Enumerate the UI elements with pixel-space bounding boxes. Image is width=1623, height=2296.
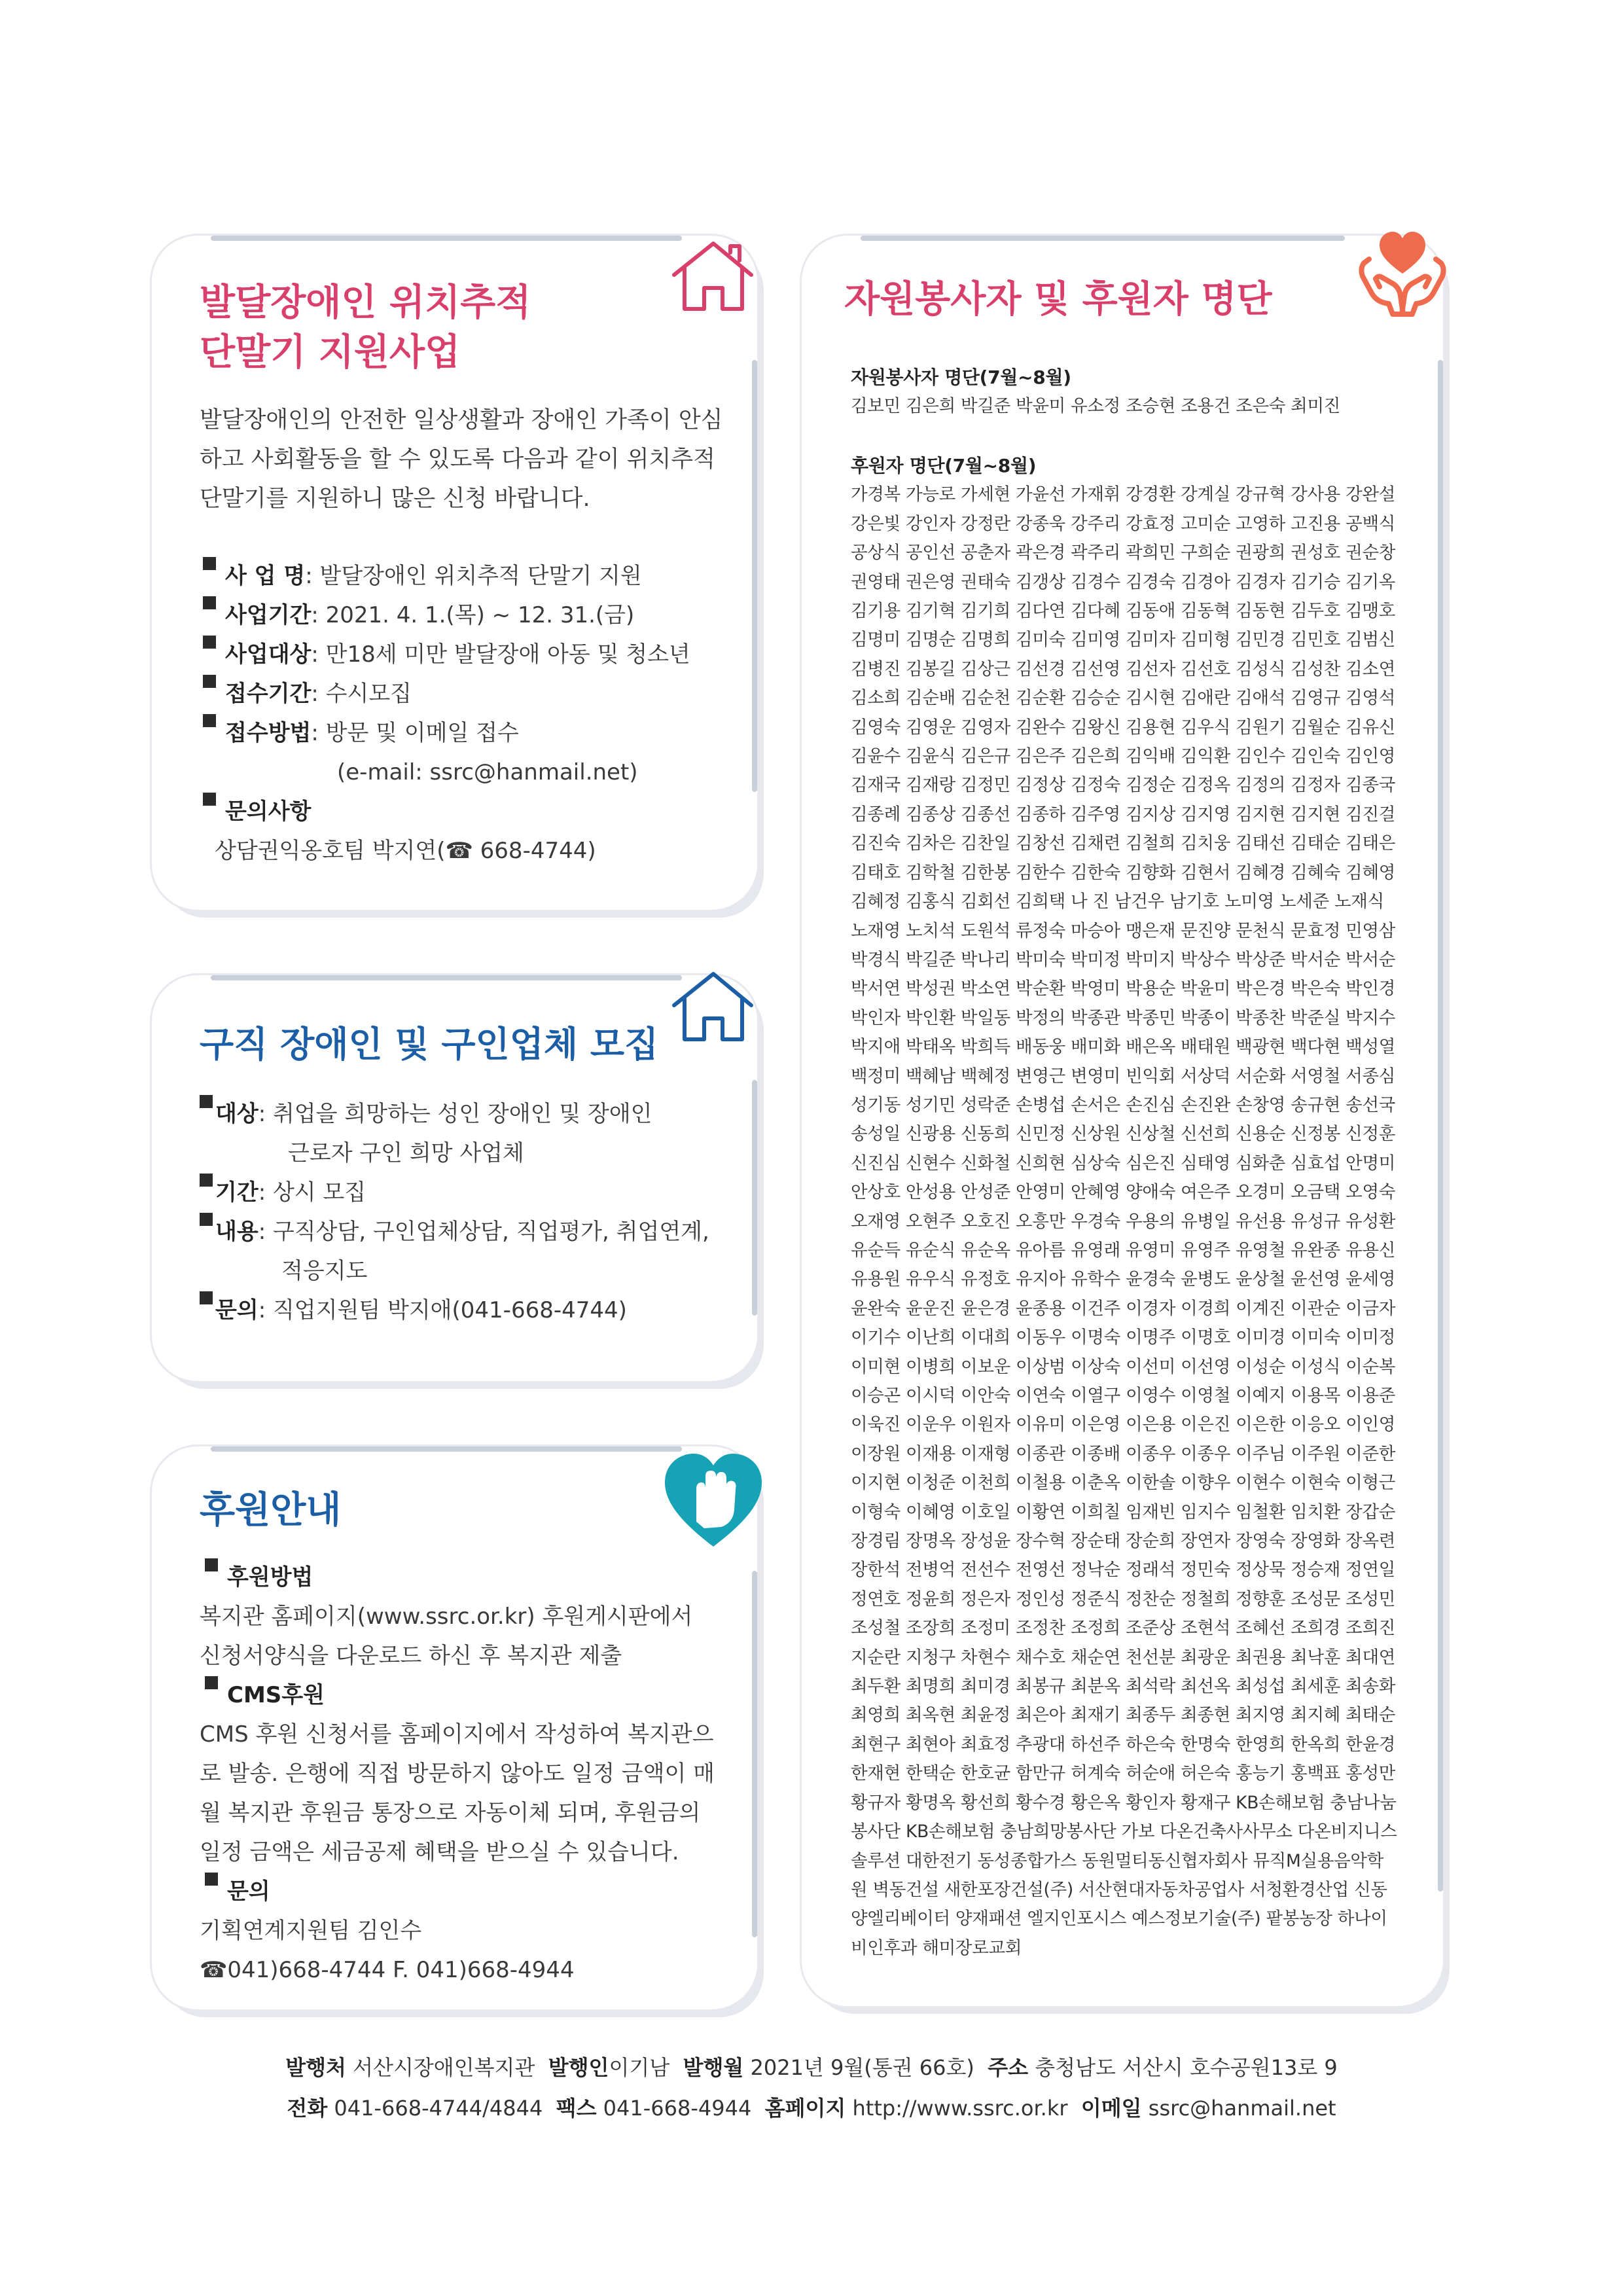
- donor-names-line: 유용원 유우식 유정호 유지아 유학수 윤경숙 윤병도 윤상철 윤선영 윤세영: [851, 1269, 1396, 1290]
- donor-names-line: 장한석 전병억 전선수 전영선 정낙순 정래석 정민숙 정상묵 정승재 정연일: [851, 1560, 1396, 1581]
- donor-names-line: 박서연 박성권 박소연 박순환 박영미 박용순 박윤미 박은경 박은숙 박인경: [851, 978, 1396, 999]
- detail-row: 문의: [200, 1872, 715, 1911]
- house-outline-pink-icon: [668, 237, 759, 315]
- donor-names-line: 김영숙 김영운 김영자 김완수 김왕신 김용현 김우식 김원기 김월순 김유신: [851, 717, 1396, 738]
- donor-names-line: 오재영 오현주 오호진 오흥만 우경숙 우용의 유병일 유선용 유성규 유성환: [851, 1211, 1396, 1232]
- detail-row: 기간 : 상시 모집: [200, 1173, 709, 1212]
- square-bullet-icon: [205, 1873, 218, 1886]
- detail-row: 접수기간 : 수시모집: [203, 674, 690, 713]
- donor-names-line: 권영태 권은영 권태숙 김갱상 김경수 김경숙 김경아 김경자 김기승 김기옥: [851, 571, 1396, 592]
- donor-names-line: 김명미 김명순 김명희 김미숙 김미영 김미자 김미형 김민경 김민호 김범신: [851, 630, 1396, 651]
- donor-list: [851, 452, 1397, 1963]
- donor-names-line: 비인후과 해미장로교회: [851, 1937, 1022, 1958]
- donor-names-line: 김소희 김순배 김순천 김순환 김승순 김시현 김애란 김애석 김영규 김영석: [851, 688, 1396, 709]
- donor-names-line: 공상식 공인선 공춘자 곽은경 곽주리 곽희민 구희순 권광희 권성호 권순창: [851, 543, 1396, 564]
- detail-line: 복지관 홈페이지(www.ssrc.or.kr) 후원게시판에서: [200, 1604, 693, 1630]
- donor-names-line: 김태호 김학철 김한봉 김한수 김한숙 김향화 김현서 김혜경 김혜숙 김혜영: [851, 862, 1396, 883]
- location-tracker-title: [200, 278, 531, 377]
- donor-names-line: 송성일 신광용 신동희 신민정 신상원 신상철 신선희 신용순 신정봉 신정훈: [851, 1124, 1396, 1145]
- detail-line: 로 발송. 은행에 직접 방문하지 않아도 일정 금액이 매: [200, 1761, 715, 1787]
- donor-names-line: 이지현 이청준 이천희 이철용 이춘옥 이한솔 이향우 이현수 이현숙 이형근: [851, 1473, 1396, 1494]
- donor-names-line: 장경림 장명옥 장성윤 장수혁 장순태 장순희 장연자 장영숙 장영화 장옥련: [851, 1531, 1396, 1552]
- homepage-link[interactable]: http://www.ssrc.or.kr: [852, 2096, 1068, 2121]
- detail-row: CMS후원: [200, 1676, 715, 1715]
- donor-names-line: 이장원 이재용 이재형 이종관 이종배 이종우 이종우 이주님 이주원 이준한: [851, 1443, 1396, 1464]
- donor-names-line: 강은빛 강인자 강정란 강종욱 강주리 강효정 고미순 고영하 고진용 공백식: [851, 513, 1396, 534]
- detail-line: CMS 후원 신청서를 홈페이지에서 작성하여 복지관으: [200, 1721, 714, 1748]
- donor-names-line: 지순란 지청구 차현수 채수호 채순연 천선분 최광운 최권용 최낙훈 최대연: [851, 1647, 1396, 1668]
- detail-row: 내용 : 구직상담, 구인업체상담, 직업평가, 취업연계,: [200, 1212, 709, 1251]
- square-bullet-icon: [200, 1213, 213, 1226]
- volunteer-names: 김보민 김은희 박길준 박윤미 유소정 조승현 조용건 조은숙 최미진: [851, 396, 1341, 417]
- square-bullet-icon: [200, 1095, 213, 1108]
- donor-names-line: 박경식 박길준 박나리 박미숙 박미정 박미지 박상수 박상준 박서순 박서순: [851, 949, 1396, 970]
- donor-list-heading: 후원자 명단(7월~8월): [851, 455, 1037, 476]
- donor-names-line: 이승곤 이시덕 이안숙 이연숙 이열구 이영수 이영철 이예지 이용목 이용준: [851, 1386, 1396, 1406]
- email-link[interactable]: ssrc@hanmail.net: [1148, 2096, 1336, 2121]
- donor-names-line: 최현구 최현아 최효정 추광대 하선주 하은숙 한명숙 한영희 한옥희 한윤경: [851, 1734, 1396, 1755]
- footer-line-2: 전화 041-668-4744/4844 팩스 041-668-4944 홈페이지 http://www.ssrc.or.kr 이메일 ssrc@hanmail.net: [287, 2096, 1336, 2121]
- donor-names-line: 이욱진 이운우 이원자 이유미 이은영 이은용 이은진 이은한 이응오 이인영: [851, 1414, 1396, 1435]
- donor-names-line: 안상호 안성용 안성준 안영미 안혜영 양애숙 여은주 오경미 오금택 오영숙: [851, 1182, 1396, 1203]
- donor-names: [851, 480, 1397, 1963]
- donor-names-line: 최두환 최명희 최미경 최봉규 최분옥 최석락 최선옥 최성섭 최세훈 최송화: [851, 1676, 1396, 1697]
- intro-line: 하고 사회활동을 할 수 있도록 다음과 같이 위치추적: [200, 446, 715, 473]
- location-tracker-details: [203, 556, 690, 870]
- detail-row: 문의 : 직업지원팀 박지애(041-668-4744): [200, 1291, 709, 1330]
- detail-row: 접수방법 : 방문 및 이메일 접수: [203, 713, 690, 753]
- square-bullet-icon: [203, 557, 216, 570]
- detail-row: 사업기간 : 2021. 4. 1.(목) ~ 12. 31.(금): [203, 596, 690, 635]
- footer-line-1: 발행처 서산시장애인복지관 발행인이기남 발행월 2021년 9월(통권 66호) 주소 충청남도 서산시 호수공원13로 9: [285, 2055, 1338, 2080]
- donor-names-line: 유순득 유순식 유순옥 유아름 유영래 유영미 유영주 유영철 유완종 유용신: [851, 1240, 1396, 1261]
- volunteer-list-heading: 자원봉사자 명단(7월~8월): [851, 367, 1071, 388]
- donor-names-line: 김재국 김재랑 김정민 김정상 김정숙 김정순 김정옥 김정의 김정자 김종국: [851, 775, 1396, 796]
- detail-row: 문의사항: [203, 792, 690, 831]
- donor-names-line: 솔루션 대한전기 동성종합가스 동원멀티동신협자회사 뮤직M실용음악학: [851, 1850, 1384, 1871]
- donor-names-line: 최영희 최옥현 최윤정 최은아 최재기 최종두 최종현 최지영 최지혜 최태순: [851, 1705, 1396, 1726]
- contact-line: 상담권익옹호팀 박지연(☎ 668-4744): [215, 838, 596, 864]
- job-seekers-title: 구직 장애인 및 구인업체 모집: [200, 1024, 659, 1065]
- detail-line: 일정 금액은 세금공제 혜택을 받으실 수 있습니다.: [200, 1839, 679, 1865]
- title-line-1: 발달장애인 위치추적: [200, 281, 531, 324]
- donor-names-line: 김기용 김기혁 김기희 김다연 김다혜 김동애 김동혁 김동현 김두호 김맹호: [851, 601, 1396, 622]
- house-outline-blue-icon: [668, 967, 759, 1046]
- donor-names-line: 김윤수 김윤식 김은규 김은주 김은희 김익배 김익환 김인수 김인숙 김인영: [851, 746, 1396, 767]
- donor-names-line: 윤완숙 윤운진 윤은경 윤종용 이건주 이경자 이경희 이계진 이관순 이금자: [851, 1298, 1396, 1319]
- intro-line: 단말기를 지원하니 많은 신청 바랍니다.: [200, 486, 590, 512]
- detail-line: 기획연계지원팀 김인수: [200, 1918, 422, 1944]
- donor-names-line: 정연호 정윤희 정은자 정인성 정준식 정찬순 정철희 정향훈 조성문 조성민: [851, 1588, 1396, 1609]
- donor-names-line: 이기수 이난희 이대희 이동우 이명숙 이명주 이명호 이미경 이미숙 이미정: [851, 1327, 1396, 1348]
- donor-names-line: 백정미 백혜남 백혜정 변영근 변영미 빈익회 서상덕 서순화 서영철 서종심: [851, 1066, 1396, 1086]
- location-tracker-intro: [200, 401, 722, 518]
- job-seekers-details: [200, 1094, 709, 1330]
- donor-names-line: 양엘리베이터 양재패션 엘지인포시스 예스정보기술(주) 팥봉농장 하나이: [851, 1909, 1387, 1929]
- donor-names-line: 이형숙 이혜영 이호일 이황연 이희칠 임재빈 임지수 임철환 임치환 장갑순: [851, 1501, 1396, 1522]
- detail-continuation: 적응지도: [281, 1258, 368, 1284]
- donor-names-line: 김혜정 김홍식 김회선 김희택 나 진 남건우 남기호 노미영 노세준 노재식: [851, 891, 1384, 912]
- donor-names-line: 성기동 성기민 성락준 손병섭 손서은 손진심 손진완 손창영 송규현 송선국: [851, 1094, 1396, 1115]
- email-line: (e-mail: ssrc@hanmail.net): [337, 759, 638, 785]
- donor-names-line: 김진숙 김차은 김찬일 김창선 김채련 김철희 김치웅 김태선 김태순 김태은: [851, 833, 1396, 854]
- detail-row: 후원방법: [200, 1558, 715, 1597]
- publication-footer: [0, 2047, 1623, 2128]
- donor-names-line: 이미현 이병희 이보운 이상범 이상숙 이선미 이선영 이성순 이성식 이순복: [851, 1356, 1396, 1377]
- square-bullet-icon: [203, 793, 216, 806]
- square-bullet-icon: [203, 636, 216, 649]
- donor-names-line: 가경복 가능로 가세현 가윤선 가재휘 강경환 강계실 강규혁 강사용 강완설: [851, 484, 1396, 505]
- heart-hand-teal-icon: [661, 1450, 766, 1554]
- volunteer-donor-list-title: 자원봉사자 및 후원자 명단: [844, 278, 1272, 321]
- detail-continuation: 근로자 구인 희망 사업체: [288, 1140, 524, 1166]
- donor-names-line: 황규자 황명옥 황선희 황수경 황은옥 황인자 황재구 KB손해보험 충남나눔: [851, 1792, 1397, 1813]
- square-bullet-icon: [203, 675, 216, 688]
- intro-line: 발달장애인의 안전한 일상생활과 장애인 가족이 안심: [200, 407, 723, 433]
- square-bullet-icon: [203, 714, 216, 727]
- volunteer-list: [851, 363, 1340, 422]
- square-bullet-icon: [205, 1676, 218, 1689]
- donor-names-line: 조성철 조장희 조정미 조정찬 조정희 조준상 조현석 조혜선 조희경 조희진: [851, 1618, 1396, 1639]
- detail-row: 사업대상 : 만18세 미만 발달장애 아동 및 청소년: [203, 635, 690, 674]
- donor-names-line: 원 벽동건설 새한포장건설(주) 서산현대자동차공업사 서청환경산업 신동: [851, 1879, 1387, 1900]
- detail-line: ☎041)668-4744 F. 041)668-4944: [200, 1957, 575, 1983]
- detail-row: 대상 : 취업을 희망하는 성인 장애인 및 장애인: [200, 1094, 709, 1134]
- square-bullet-icon: [200, 1174, 213, 1187]
- donation-guide-details: [200, 1558, 715, 1990]
- title-line-2: 단말기 지원사업: [200, 331, 461, 374]
- donation-guide-title: 후원안내: [200, 1489, 342, 1532]
- donor-names-line: 신진심 신현수 신화철 신희현 심상숙 심은진 심태영 심화춘 심효섭 안명미: [851, 1153, 1396, 1174]
- square-bullet-icon: [203, 596, 216, 609]
- donor-names-line: 김병진 김봉길 김상근 김선경 김선영 김선자 김선호 김성식 김성찬 김소연: [851, 658, 1396, 679]
- donor-names-line: 봉사단 KB손해보험 충남희망봉사단 가보 다온건축사사무소 다온비지니스: [851, 1821, 1397, 1842]
- donor-names-line: 박지애 박태옥 박희득 배동웅 배미화 배은옥 배태원 백광현 백다현 백성열: [851, 1037, 1396, 1058]
- detail-line: 월 복지관 후원금 통장으로 자동이체 되며, 후원금의: [200, 1800, 701, 1826]
- detail-line: 신청서양식을 다운로드 하신 후 복지관 제출: [200, 1643, 622, 1669]
- donor-names-line: 노재영 노치석 도원석 류정숙 마승아 맹은재 문진양 문천식 문효정 민영삼: [851, 920, 1396, 941]
- heart-hands-orange-icon: [1353, 223, 1452, 321]
- square-bullet-icon: [200, 1291, 213, 1304]
- donor-names-line: 김종례 김종상 김종선 김종하 김주영 김지상 김지영 김지현 김지현 김진걸: [851, 804, 1396, 825]
- donor-names-line: 박인자 박인환 박일동 박정의 박종관 박종민 박종이 박종찬 박준실 박지수: [851, 1007, 1396, 1028]
- donor-names-line: 한재현 한택순 한호균 함만규 허계숙 허순애 허은숙 홍능기 홍백표 홍성만: [851, 1763, 1396, 1784]
- detail-row: 사 업 명 : 발달장애인 위치추적 단말기 지원: [203, 556, 690, 596]
- square-bullet-icon: [205, 1558, 218, 1571]
